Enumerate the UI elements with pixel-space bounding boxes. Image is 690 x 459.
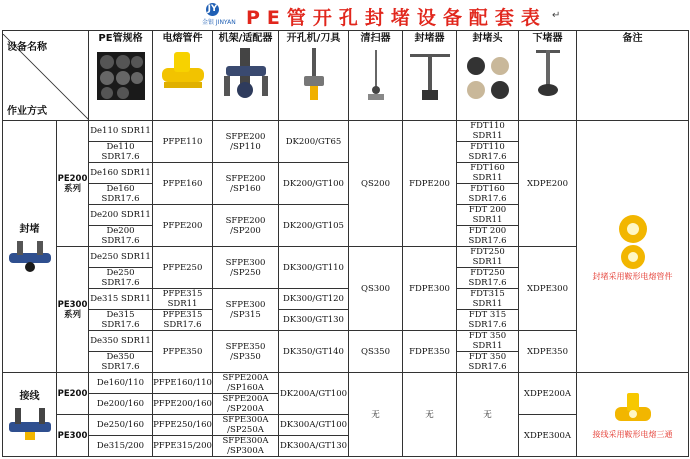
- rack-cell: SFPE300 /SP315: [213, 289, 279, 331]
- col-note-label: 备注: [622, 33, 643, 44]
- lower-cell: XDPE200: [519, 121, 577, 247]
- rack-cell: SFPE350 /SP350: [213, 331, 279, 373]
- table-row: [3, 373, 689, 394]
- fitting-cell: PFPE250: [153, 247, 213, 289]
- plug-head-image: [460, 46, 516, 104]
- col-plug-head: [457, 31, 519, 121]
- fitting-cell: PFPE250/160: [153, 415, 213, 436]
- cutter-cell: DK200A/GT100: [279, 373, 349, 415]
- seal-note-cell: [577, 121, 689, 373]
- pipe-cell: De250/160: [89, 415, 153, 436]
- rack-cell: SFPE300A /SP300A: [213, 436, 279, 457]
- col-rack-label: 机架/适配器: [218, 33, 273, 44]
- col-plugger-label: 封堵器: [414, 33, 445, 44]
- pipe-cell: De200 SDR17.6: [89, 226, 153, 247]
- operation-mode-label: 作业方式: [7, 106, 47, 117]
- col-note: [577, 31, 689, 121]
- lower-cell: XDPE200A: [519, 373, 577, 415]
- pipe-cell: De315 SDR17.6: [89, 310, 153, 331]
- connect-category: 接线: [19, 391, 40, 402]
- electrofusion-fitting-image: [156, 46, 210, 96]
- col-plugger: [403, 31, 457, 121]
- col-fitting-label: 电熔管件: [162, 33, 203, 44]
- plug-head-cell: FDT 350 SDR11: [457, 331, 519, 352]
- pipe-cell: De160/110: [89, 373, 153, 394]
- seal-category: 封堵: [19, 224, 40, 235]
- plug-head-cell: FDT160 SDR11: [457, 163, 519, 184]
- cleaner-cell: QS350: [349, 331, 403, 373]
- logo-text: 金银 JINYAN: [202, 19, 236, 26]
- cleaner-none: 无: [349, 373, 403, 457]
- lower-cell: XDPE350: [519, 331, 577, 373]
- pipe-cell: De350 SDR11: [89, 331, 153, 352]
- fitting-cell: PFPE315 SDR17.6: [153, 310, 213, 331]
- page-title: PE管开孔封堵设备配套表: [246, 7, 547, 29]
- col-cleaner-label: 清扫器: [360, 33, 391, 44]
- pipe-cell: De110 SDR11: [89, 121, 153, 142]
- fitting-cell: PFPE160/110: [153, 373, 213, 394]
- plug-head-cell: FDT 350 SDR17.6: [457, 352, 519, 373]
- pipe-cell: De250 SDR11: [89, 247, 153, 268]
- col-plug-head-label: 封堵头: [472, 33, 503, 44]
- rack-cell: SFPE200 /SP160: [213, 163, 279, 205]
- seal-group-pe300: PE300系列: [57, 247, 89, 373]
- lower-cell: XDPE300: [519, 247, 577, 331]
- col-cutter: [279, 31, 349, 121]
- tapping-machine-image: [294, 46, 334, 104]
- connect-note-cell: [577, 373, 689, 457]
- config-table: [2, 30, 689, 457]
- plug-head-cell: FDT250 SDR17.6: [457, 268, 519, 289]
- plug-head-cell: FDT160 SDR17.6: [457, 184, 519, 205]
- pipe-cell: De315/200: [89, 436, 153, 457]
- fitting-cell: PFPE315 SDR11: [153, 289, 213, 310]
- seal-equipment-image: [7, 239, 53, 273]
- cutter-cell: DK200/GT105: [279, 205, 349, 247]
- connect-note: 接线采用鞍形电熔三通: [592, 430, 673, 439]
- plug-head-cell: FDT110 SDR11: [457, 121, 519, 142]
- plug-head-cell: FDT 200 SDR11: [457, 205, 519, 226]
- fitting-cell: PFPE110: [153, 121, 213, 163]
- plug-head-cell: FDT 200 SDR17.6: [457, 226, 519, 247]
- cutter-cell: DK350/GT140: [279, 331, 349, 373]
- rack-cell: SFPE200 /SP110: [213, 121, 279, 163]
- fitting-cell: PFPE315/200: [153, 436, 213, 457]
- pipe-cell: De315 SDR11: [89, 289, 153, 310]
- return-mark: ↵: [552, 10, 561, 21]
- fitting-cell: PFPE200/160: [153, 394, 213, 415]
- pipe-cell: De350 SDR17.6: [89, 352, 153, 373]
- header-row: [3, 31, 689, 121]
- pipe-cell: De160 SDR11: [89, 163, 153, 184]
- col-lower-label: 下堵器: [532, 33, 563, 44]
- connect-category-cell: [3, 373, 57, 457]
- plug-head-cell: FDT110 SDR17.6: [457, 142, 519, 163]
- rack-cell: SFPE200A /SP200A: [213, 394, 279, 415]
- pipe-cell: De200 SDR11: [89, 205, 153, 226]
- logo-mark: JY: [207, 4, 218, 14]
- cutter-cell: DK300A/GT100: [279, 415, 349, 436]
- connect-group-pe200: PE200: [57, 373, 89, 415]
- lower-cell: XDPE300A: [519, 415, 577, 457]
- saddle-tee-image: [611, 389, 655, 429]
- plugger-cell: FDPE350: [403, 331, 457, 373]
- plug-head-cell: FDT315 SDR11: [457, 289, 519, 310]
- col-rack: [213, 31, 279, 121]
- col-cleaner: [349, 31, 403, 121]
- cutter-cell: DK300/GT130: [279, 310, 349, 331]
- diag-header-cell: [3, 31, 89, 121]
- equipment-name-label: 设备名称: [7, 42, 47, 53]
- cleaner-image: [356, 46, 396, 104]
- pipe-cell: De250 SDR17.6: [89, 268, 153, 289]
- plug-head-cell: FDT250 SDR11: [457, 247, 519, 268]
- seal-note: 封堵采用鞍形电熔管件: [592, 272, 673, 281]
- plugging-machine-image: [406, 46, 454, 104]
- fitting-cell: PFPE160: [153, 163, 213, 205]
- col-fitting: [153, 31, 213, 121]
- pe-pipe-image: [93, 46, 149, 104]
- seal-category-cell: [3, 121, 57, 373]
- table-row: [3, 121, 689, 142]
- fitting-cell: PFPE350: [153, 331, 213, 373]
- cleaner-cell: QS300: [349, 247, 403, 331]
- company-logo: [202, 3, 236, 25]
- header: [0, 0, 690, 30]
- rack-cell: SFPE300A /SP250A: [213, 415, 279, 436]
- fitting-cell: PFPE200: [153, 205, 213, 247]
- saddle-fitting-image: [611, 211, 655, 271]
- cutter-cell: DK200/GT65: [279, 121, 349, 163]
- plugger-cell: FDPE200: [403, 121, 457, 247]
- rack-adapter-image: [218, 46, 274, 100]
- rack-cell: SFPE300 /SP250: [213, 247, 279, 289]
- col-lower: [519, 31, 577, 121]
- plugger-cell: FDPE300: [403, 247, 457, 331]
- rack-cell: SFPE200 /SP200: [213, 205, 279, 247]
- connect-equipment-image: [7, 406, 53, 442]
- cutter-cell: DK300/GT120: [279, 289, 349, 310]
- col-pipe: [89, 31, 153, 121]
- cutter-cell: DK300A/GT130: [279, 436, 349, 457]
- lower-plug-image: [528, 46, 568, 104]
- cleaner-cell: QS200: [349, 121, 403, 247]
- connect-group-pe300: PE300: [57, 415, 89, 457]
- plug-head-none: 无: [457, 373, 519, 457]
- pipe-cell: De110 SDR17.6: [89, 142, 153, 163]
- plug-head-cell: FDT 315 SDR17.6: [457, 310, 519, 331]
- cutter-cell: DK200/GT100: [279, 163, 349, 205]
- pipe-cell: De200/160: [89, 394, 153, 415]
- plugger-none: 无: [403, 373, 457, 457]
- col-pipe-label: PE管规格: [98, 33, 143, 44]
- rack-cell: SFPE200A /SP160A: [213, 373, 279, 394]
- seal-group-pe200: PE200系列: [57, 121, 89, 247]
- col-cutter-label: 开孔机/刀具: [286, 33, 341, 44]
- pipe-cell: De160 SDR17.6: [89, 184, 153, 205]
- cutter-cell: DK300/GT110: [279, 247, 349, 289]
